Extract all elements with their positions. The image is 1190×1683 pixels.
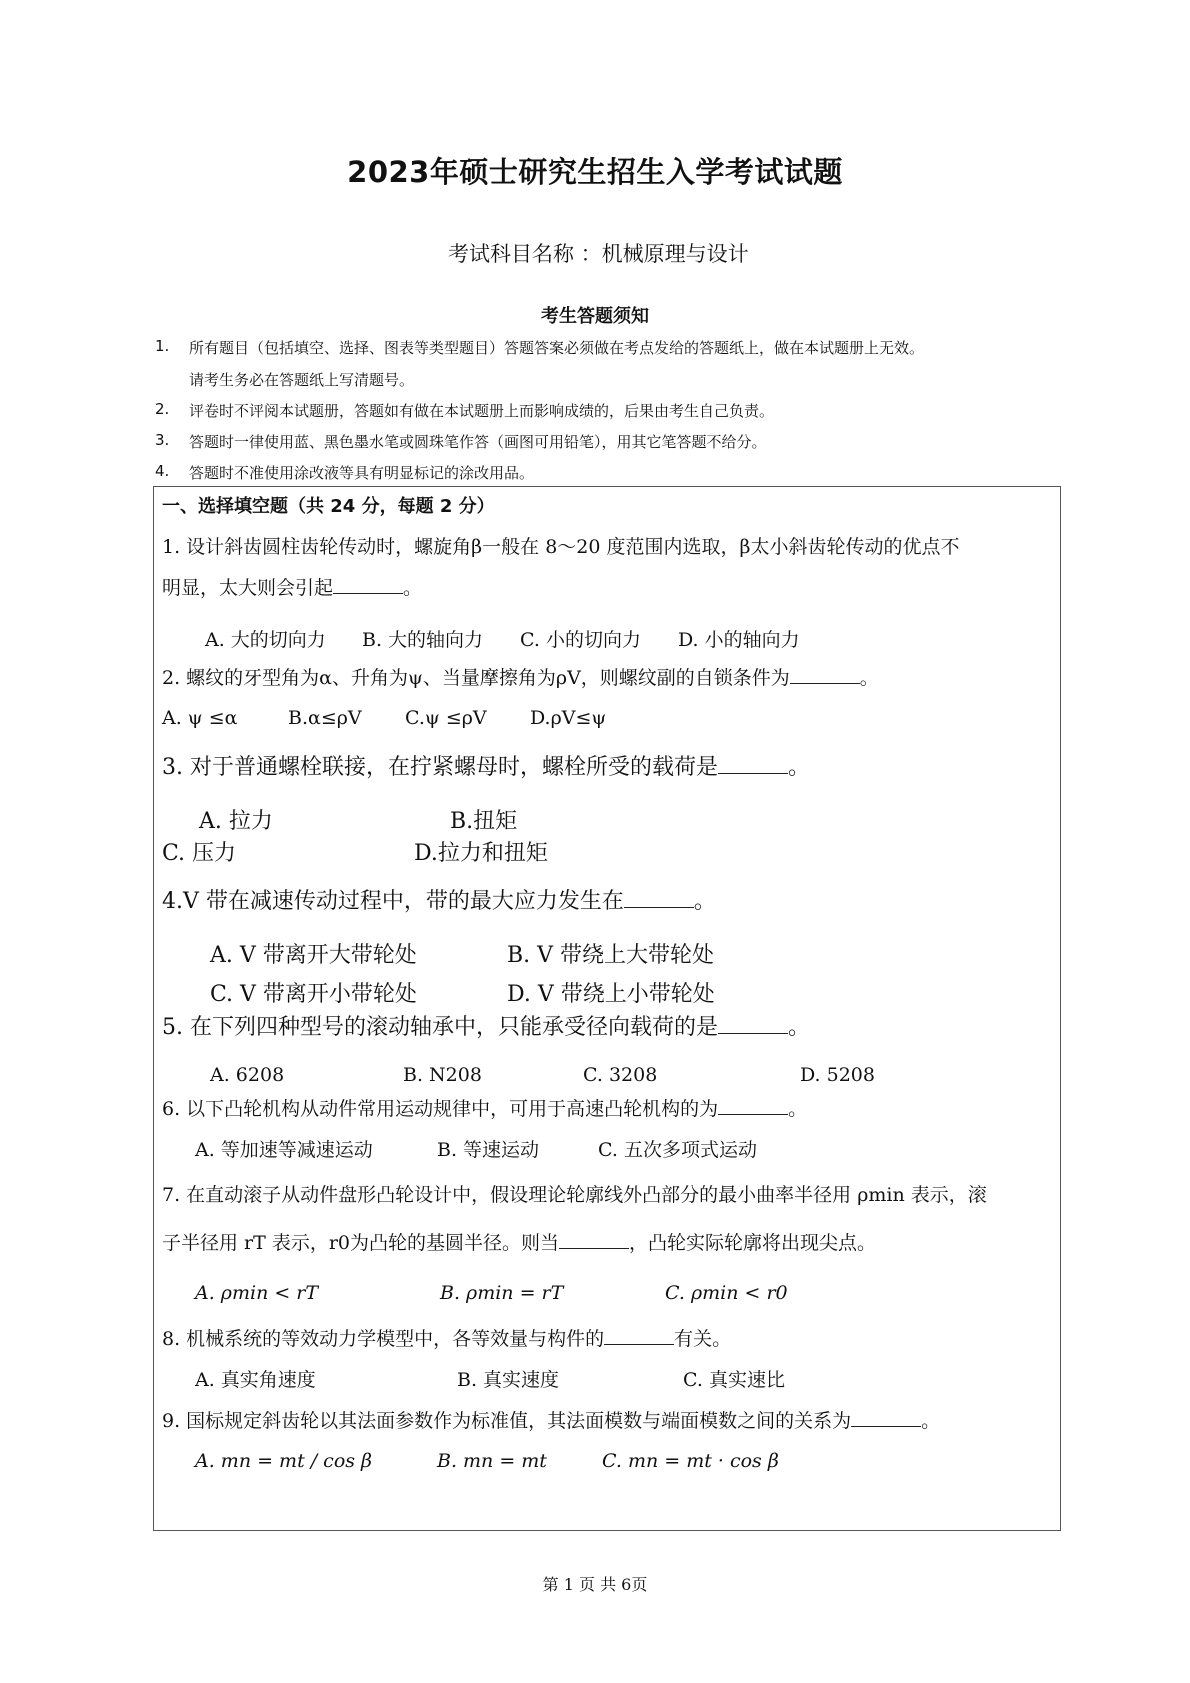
section-title: 一、选择填空题（共 24 分，每题 2 分） [162, 496, 495, 517]
option-a: A. ρmin < rT [195, 1282, 319, 1304]
option-a: A. ψ ≤α [162, 707, 238, 729]
question-1-line-1: 1. 设计斜齿圆柱齿轮传动时，螺旋角β一般在 8～20 度范围内选取，β太小斜齿轮传动的优点不 [162, 536, 960, 558]
question-end: 。 [693, 889, 716, 914]
question-7-line-2 [162, 1228, 876, 1255]
option-b: B. 大的轴向力 [362, 629, 484, 651]
option-a: A. 6208 [210, 1064, 285, 1086]
answer-blank [624, 885, 694, 908]
option-b: B. N208 [403, 1064, 482, 1086]
question-4 [162, 884, 716, 915]
question-1-line-2 [162, 573, 422, 600]
question-text: 6. 以下凸轮机构从动件常用运动规律中，可用于高速凸轮机构的为 [162, 1098, 719, 1120]
option-c: C. mn = mt · cos β [602, 1450, 779, 1472]
question-text: 8. 机械系统的等效动力学模型中，各等效量与构件的 [162, 1328, 605, 1350]
option-b: B. ρmin = rT [440, 1282, 564, 1304]
option-b: B. 等速运动 [437, 1139, 540, 1161]
option-c: C. 小的切向力 [520, 629, 641, 651]
question-text: ，凸轮实际轮廓将出现尖点。 [629, 1232, 877, 1254]
answer-blank [718, 751, 788, 774]
question-text: 3. 对于普通螺栓联接，在拧紧螺母时，螺栓所受的载荷是 [162, 755, 718, 780]
option-c: C. ρmin < r0 [665, 1282, 788, 1304]
question-2 [162, 663, 879, 690]
question-end: 。 [859, 667, 879, 689]
question-9 [162, 1406, 940, 1433]
page-number: 第 1 页 共 6页 [542, 1575, 648, 1594]
answer-blank [333, 574, 403, 594]
option-c: C.ψ ≤ρV [405, 707, 487, 729]
option-c: C. 真实速比 [683, 1369, 785, 1391]
option-a: A. 真实角速度 [195, 1369, 316, 1391]
notice-number: 4. [155, 462, 170, 480]
option-c: C. V 带离开小带轮处 [210, 982, 417, 1007]
option-d: D. V 带绕上小带轮处 [507, 982, 715, 1007]
option-d: D. 5208 [800, 1064, 875, 1086]
answer-blank [718, 1011, 788, 1034]
notice-title: 考生答题须知 [541, 306, 649, 327]
notice-text: 所有题目（包括填空、选择、图表等类型题目）答题答案必须做在考点发给的答题纸上，做在本试题册上无效。 [189, 339, 925, 357]
option-b: B. 真实速度 [457, 1369, 560, 1391]
option-a: A. 拉力 [199, 809, 273, 834]
notice-number: 2. [155, 400, 170, 418]
answer-blank [604, 1325, 674, 1345]
exam-subject: 考试科目名称 ：机械原理与设计 [448, 242, 749, 266]
question-end: 。 [403, 577, 423, 599]
question-end: 有关。 [674, 1328, 732, 1350]
exam-title: 2023年硕士研究生招生入学考试试题 [347, 155, 843, 189]
notice-text: 请考生务必在答题纸上写清题号。 [189, 371, 415, 389]
question-6 [162, 1094, 807, 1121]
option-c: C. 压力 [162, 841, 237, 866]
question-text: 5. 在下列四种型号的滚动轴承中，只能承受径向载荷的是 [162, 1015, 718, 1040]
notice-text: 答题时不准使用涂改液等具有明显标记的涂改用品。 [189, 464, 535, 482]
option-b: B.扭矩 [450, 809, 518, 834]
option-d: D. 小的轴向力 [678, 629, 800, 651]
notice-number: 1. [155, 337, 170, 355]
option-c: C. 五次多项式运动 [598, 1139, 757, 1161]
question-8 [162, 1324, 731, 1351]
question-end: 。 [788, 1098, 808, 1120]
option-a: A. V 带离开大带轮处 [210, 943, 417, 968]
option-a: A. 大的切向力 [205, 629, 326, 651]
option-b: B. V 带绕上大带轮处 [507, 943, 715, 968]
option-b: B. mn = mt [437, 1450, 547, 1472]
question-5 [162, 1010, 810, 1041]
option-a: A. 等加速等减速运动 [195, 1139, 373, 1161]
option-d: D.拉力和扭矩 [414, 841, 548, 866]
question-end: 。 [788, 1015, 811, 1040]
notice-number: 3. [155, 431, 170, 449]
notice-text: 答题时一律使用蓝、黑色墨水笔或圆珠笔作答（画图可用铅笔），用其它笔答题不给分。 [189, 433, 767, 451]
question-end: 。 [788, 755, 811, 780]
question-3 [162, 750, 810, 781]
question-text: 明显，太大则会引起 [162, 577, 334, 599]
answer-blank [559, 1229, 629, 1249]
answer-blank [851, 1407, 921, 1427]
answer-blank [718, 1095, 788, 1115]
option-d: D.ρV≤ψ [530, 707, 607, 729]
question-7-line-1: 7. 在直动滚子从动件盘形凸轮设计中，假设理论轮廓线外凸部分的最小曲率半径用 ρmin 表示，滚 [162, 1184, 987, 1206]
question-text: 9. 国标规定斜齿轮以其法面参数作为标准值，其法面模数与端面模数之间的关系为 [162, 1410, 852, 1432]
option-a: A. mn = mt / cos β [195, 1450, 373, 1472]
notice-text: 评卷时不评阅本试题册，答题如有做在本试题册上而影响成绩的，后果由考生自己负责。 [189, 402, 775, 420]
question-text: 4.V 带在减速传动过程中，带的最大应力发生在 [162, 889, 624, 914]
answer-blank [790, 664, 860, 684]
question-text: 2. 螺纹的牙型角为α、升角为ψ、当量摩擦角为ρV，则螺纹副的自锁条件为 [162, 667, 790, 689]
option-b: B.α≤ρV [288, 707, 362, 729]
question-end: 。 [921, 1410, 941, 1432]
option-c: C. 3208 [583, 1064, 658, 1086]
question-text: 子半径用 rT 表示，r0为凸轮的基圆半径。则当 [162, 1232, 560, 1254]
